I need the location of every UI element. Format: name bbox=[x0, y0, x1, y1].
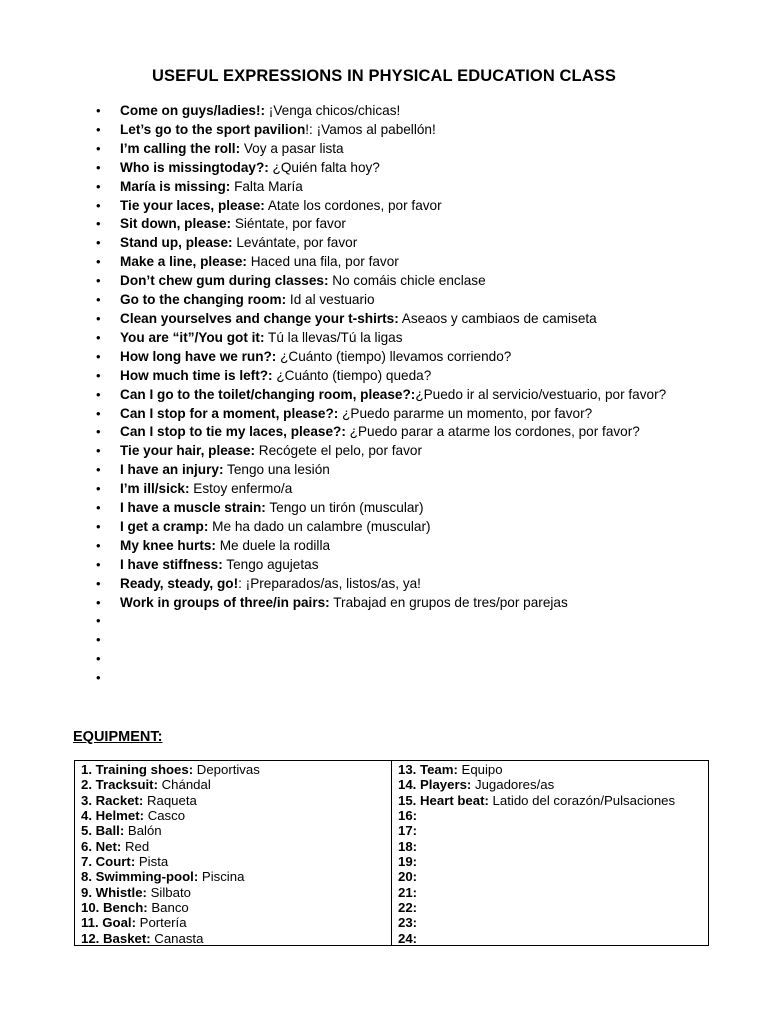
bullet-icon: • bbox=[96, 367, 101, 383]
list-item bbox=[96, 442, 666, 461]
expression-spanish: Falta María bbox=[230, 178, 303, 194]
expression-spanish: Trabajad en grupos de tres/por parejas bbox=[329, 594, 568, 610]
equipment-translation: Portería bbox=[135, 915, 187, 931]
equipment-translation: Balón bbox=[124, 823, 162, 839]
expression-spanish: Recógete el pelo, por favor bbox=[255, 443, 423, 459]
equipment-row bbox=[81, 777, 391, 792]
expression-english: Don’t chew gum during classes: bbox=[120, 273, 329, 289]
equipment-table bbox=[74, 760, 709, 946]
expression-english: Let’s go to the sport pavilion bbox=[120, 121, 306, 137]
bullet-icon: • bbox=[96, 575, 101, 591]
bullet-icon: • bbox=[96, 537, 101, 553]
equipment-term: 10. Bench: bbox=[81, 900, 148, 916]
list-item bbox=[96, 631, 666, 650]
equipment-row bbox=[398, 900, 708, 915]
equipment-translation: Latido del corazón/Pulsaciones bbox=[488, 792, 676, 808]
equipment-term: 16: bbox=[398, 808, 418, 824]
expression-english: I’m calling the roll: bbox=[120, 140, 241, 156]
bullet-icon: • bbox=[96, 159, 101, 175]
expression-english: Go to the changing room: bbox=[120, 292, 287, 308]
expression-spanish: Aseaos y cambiaos de camiseta bbox=[398, 310, 597, 326]
equipment-row bbox=[81, 808, 391, 823]
equipment-row bbox=[81, 793, 391, 808]
bullet-icon: • bbox=[96, 197, 101, 213]
equipment-term: 20: bbox=[398, 869, 418, 885]
equipment-row bbox=[398, 931, 708, 946]
equipment-translation: Pista bbox=[135, 854, 169, 870]
bullet-icon: • bbox=[96, 140, 101, 156]
bullet-icon: • bbox=[96, 310, 101, 326]
expression-spanish: ¡Venga chicos/chicas! bbox=[265, 103, 401, 118]
bullet-icon: • bbox=[96, 518, 101, 534]
list-item bbox=[96, 102, 666, 121]
expression-spanish: Haced una fila, por favor bbox=[246, 254, 399, 270]
list-item bbox=[96, 575, 666, 594]
bullet-icon: • bbox=[96, 292, 101, 308]
expression-english: Can I stop for a moment, please?: bbox=[120, 405, 339, 421]
expression-english: Sit down, please: bbox=[120, 216, 232, 232]
equipment-row bbox=[81, 839, 391, 854]
equipment-translation: Red bbox=[121, 838, 150, 854]
list-item bbox=[96, 197, 666, 216]
equipment-term: 4. Helmet: bbox=[81, 808, 145, 824]
list-item bbox=[96, 423, 666, 442]
equipment-row bbox=[398, 854, 708, 869]
expression-english: Make a line, please: bbox=[120, 254, 247, 270]
bullet-icon: • bbox=[96, 386, 101, 402]
expression-english: Stand up, please: bbox=[120, 235, 233, 251]
equipment-term: 6. Net: bbox=[81, 838, 122, 854]
page-title: USEFUL EXPRESSIONS IN PHYSICAL EDUCATION CLASS bbox=[152, 67, 616, 85]
expression-spanish: Siéntate, por favor bbox=[231, 216, 346, 232]
expression-english: I’m ill/sick: bbox=[120, 481, 190, 497]
equipment-term: 2. Tracksuit: bbox=[81, 777, 158, 793]
equipment-translation: Equipo bbox=[457, 762, 503, 777]
list-item bbox=[96, 612, 666, 631]
list-item bbox=[96, 329, 666, 348]
expression-english: Tie your laces, please: bbox=[120, 197, 265, 213]
expression-spanish: : ¡Preparados/as, listos/as, ya! bbox=[238, 575, 421, 591]
equipment-column-left bbox=[75, 761, 392, 945]
equipment-row bbox=[398, 885, 708, 900]
list-item bbox=[96, 140, 666, 159]
equipment-row bbox=[398, 808, 708, 823]
equipment-translation: Raqueta bbox=[143, 792, 197, 808]
expression-spanish: Levántate, por favor bbox=[232, 235, 358, 251]
equipment-term: 9. Whistle: bbox=[81, 884, 147, 900]
list-item bbox=[96, 253, 666, 272]
expression-spanish: ¿Cuánto (tiempo) llevamos corriendo? bbox=[276, 348, 512, 364]
equipment-row bbox=[81, 931, 391, 946]
expression-english: Can I go to the toilet/changing room, please?: bbox=[120, 386, 416, 402]
list-item bbox=[96, 386, 666, 405]
equipment-term: 13. Team: bbox=[398, 762, 458, 777]
expression-spanish: Atate los cordones, por favor bbox=[264, 197, 442, 213]
equipment-row bbox=[398, 762, 708, 777]
equipment-translation: Canasta bbox=[150, 930, 204, 946]
equipment-row bbox=[398, 915, 708, 930]
equipment-term: 1. Training shoes: bbox=[81, 762, 194, 777]
bullet-icon: • bbox=[96, 348, 101, 364]
equipment-row bbox=[81, 854, 391, 869]
expression-english: You are “it”/You got it: bbox=[120, 329, 265, 345]
expression-spanish: Me duele la rodilla bbox=[215, 537, 331, 553]
equipment-row bbox=[81, 762, 391, 777]
list-item bbox=[96, 215, 666, 234]
bullet-icon: • bbox=[96, 178, 101, 194]
bullet-icon: • bbox=[96, 632, 101, 648]
equipment-translation: Piscina bbox=[198, 869, 245, 885]
equipment-term: 22: bbox=[398, 900, 418, 916]
expression-spanish: !: ¡Vamos al pabellón! bbox=[305, 121, 436, 137]
equipment-term: 11. Goal: bbox=[81, 915, 136, 931]
list-item bbox=[96, 367, 666, 386]
expression-spanish: ¿Quién falta hoy? bbox=[268, 159, 380, 175]
bullet-icon: • bbox=[96, 500, 101, 516]
equipment-term: 21: bbox=[398, 884, 418, 900]
bullet-icon: • bbox=[96, 481, 101, 497]
expression-spanish: ¿Cuánto (tiempo) queda? bbox=[272, 367, 432, 383]
list-item bbox=[96, 234, 666, 253]
equipment-row bbox=[398, 839, 708, 854]
expression-spanish: Tengo agujetas bbox=[222, 556, 319, 572]
bullet-icon: • bbox=[96, 424, 101, 440]
expression-english: Ready, steady, go! bbox=[120, 575, 239, 591]
expression-spanish: Id al vestuario bbox=[286, 292, 375, 308]
equipment-row bbox=[81, 900, 391, 915]
equipment-term: 24: bbox=[398, 930, 418, 946]
bullet-icon: • bbox=[96, 405, 101, 421]
bullet-icon: • bbox=[96, 103, 101, 118]
bullet-icon: • bbox=[96, 329, 101, 345]
list-item bbox=[96, 291, 666, 310]
bullet-icon: • bbox=[96, 235, 101, 251]
expression-spanish: ¿Puedo parar a atarme los cordones, por favor? bbox=[345, 424, 640, 440]
expression-spanish: Tengo un tirón (muscular) bbox=[265, 500, 424, 516]
list-item bbox=[96, 159, 666, 178]
expression-spanish: Tú la llevas/Tú la ligas bbox=[264, 329, 403, 345]
equipment-term: 5. Ball: bbox=[81, 823, 125, 839]
equipment-row bbox=[398, 793, 708, 808]
list-item bbox=[96, 121, 666, 140]
list-item bbox=[96, 272, 666, 291]
expression-english: Tie your hair, please: bbox=[120, 443, 255, 459]
expression-spanish: Voy a pasar lista bbox=[240, 140, 344, 156]
equipment-translation: Casco bbox=[144, 808, 186, 824]
bullet-icon: • bbox=[96, 462, 101, 478]
bullet-icon: • bbox=[96, 651, 101, 667]
expression-spanish: No comáis chicle enclase bbox=[328, 273, 486, 289]
list-item bbox=[96, 518, 666, 537]
expression-spanish: Tengo una lesión bbox=[223, 462, 330, 478]
expression-english: My knee hurts: bbox=[120, 537, 216, 553]
equipment-translation: Chándal bbox=[157, 777, 211, 793]
list-item bbox=[96, 178, 666, 197]
equipment-term: 12. Basket: bbox=[81, 930, 151, 946]
list-item bbox=[96, 650, 666, 669]
list-item bbox=[96, 461, 666, 480]
expression-english: Clean yourselves and change your t-shirts: bbox=[120, 310, 399, 326]
list-item bbox=[96, 480, 666, 499]
equipment-term: 15. Heart beat: bbox=[398, 792, 489, 808]
expression-english: Can I stop to tie my laces, please?: bbox=[120, 424, 346, 440]
equipment-row bbox=[398, 869, 708, 884]
equipment-heading: EQUIPMENT: bbox=[73, 729, 163, 745]
equipment-term: 14. Players: bbox=[398, 777, 472, 793]
list-item bbox=[96, 405, 666, 424]
equipment-term: 19: bbox=[398, 854, 418, 870]
expression-english: I have stiffness: bbox=[120, 556, 223, 572]
equipment-row bbox=[398, 777, 708, 792]
list-item bbox=[96, 669, 666, 688]
equipment-translation: Jugadores/as bbox=[471, 777, 555, 793]
equipment-term: 7. Court: bbox=[81, 854, 136, 870]
bullet-icon: • bbox=[96, 613, 101, 629]
equipment-translation: Silbato bbox=[146, 884, 191, 900]
list-item bbox=[96, 594, 666, 613]
equipment-term: 17: bbox=[398, 823, 418, 839]
expressions-list bbox=[96, 102, 666, 688]
equipment-term: 8. Swimming-pool: bbox=[81, 869, 199, 885]
list-item bbox=[96, 310, 666, 329]
expression-english: I have an injury: bbox=[120, 462, 224, 478]
bullet-icon: • bbox=[96, 216, 101, 232]
expression-english: How much time is left?: bbox=[120, 367, 273, 383]
expression-english: Come on guys/ladies!: bbox=[120, 103, 266, 118]
expression-spanish: Estoy enfermo/a bbox=[189, 481, 293, 497]
list-item bbox=[96, 537, 666, 556]
bullet-icon: • bbox=[96, 443, 101, 459]
equipment-row bbox=[81, 823, 391, 838]
equipment-row bbox=[398, 823, 708, 838]
expression-english: I get a cramp: bbox=[120, 518, 209, 534]
bullet-icon: • bbox=[96, 594, 101, 610]
equipment-column-right bbox=[392, 761, 708, 945]
expression-spanish: ¿Puedo ir al servicio/vestuario, por favor? bbox=[415, 386, 667, 402]
expression-english: Who is missingtoday?: bbox=[120, 159, 269, 175]
equipment-row bbox=[81, 885, 391, 900]
expression-english: María is missing: bbox=[120, 178, 231, 194]
bullet-icon: • bbox=[96, 670, 101, 686]
equipment-translation: Deportivas bbox=[193, 762, 260, 777]
expression-english: Work in groups of three/in pairs: bbox=[120, 594, 330, 610]
equipment-term: 18: bbox=[398, 838, 418, 854]
expression-spanish: ¿Puedo pararme un momento, por favor? bbox=[338, 405, 593, 421]
list-item bbox=[96, 499, 666, 518]
expression-english: I have a muscle strain: bbox=[120, 500, 266, 516]
equipment-translation: Banco bbox=[147, 900, 189, 916]
equipment-row bbox=[81, 915, 391, 930]
list-item bbox=[96, 348, 666, 367]
bullet-icon: • bbox=[96, 121, 101, 137]
list-item bbox=[96, 556, 666, 575]
equipment-row bbox=[81, 869, 391, 884]
expression-english: How long have we run?: bbox=[120, 348, 277, 364]
bullet-icon: • bbox=[96, 556, 101, 572]
bullet-icon: • bbox=[96, 273, 101, 289]
bullet-icon: • bbox=[96, 254, 101, 270]
equipment-term: 23: bbox=[398, 915, 418, 931]
expression-spanish: Me ha dado un calambre (muscular) bbox=[208, 518, 431, 534]
equipment-term: 3. Racket: bbox=[81, 792, 144, 808]
